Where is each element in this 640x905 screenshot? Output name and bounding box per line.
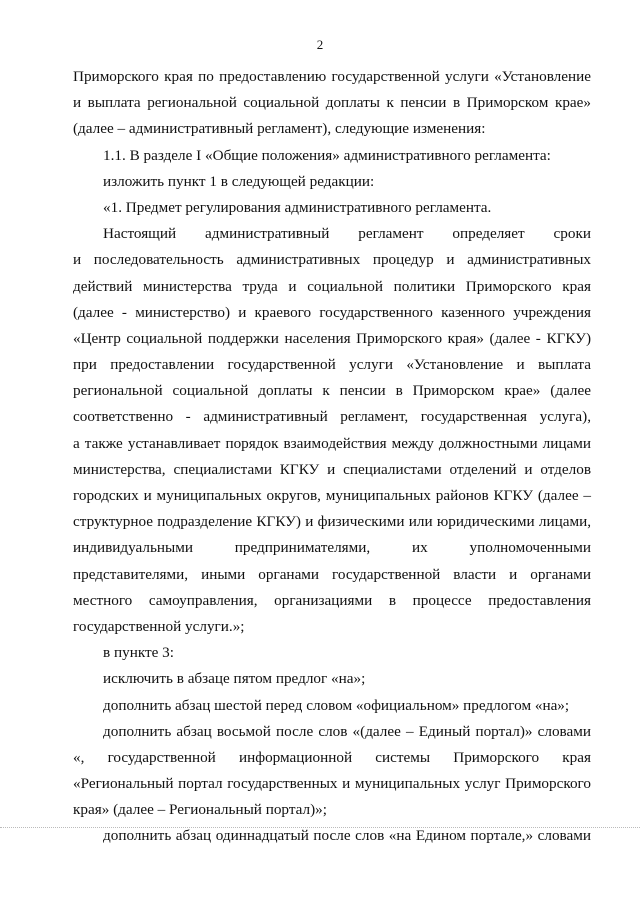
text-line: 1.1. В разделе I «Общие положения» административного регламента: bbox=[103, 146, 551, 164]
text-line: и выплата региональной социальной доплаты к пенсии в Приморском крае» bbox=[73, 94, 591, 112]
text-line: а также устанавливает порядок взаимодействия между должностными лицами bbox=[73, 434, 591, 452]
text-line: местного самоуправления, организациями в процессе предоставления bbox=[73, 591, 591, 609]
text-line: и последовательность административных процедур и административных bbox=[73, 251, 591, 269]
text-line: в пункте 3: bbox=[103, 644, 174, 662]
scan-fold-line bbox=[0, 827, 640, 828]
text-line: дополнить абзац восьмой после слов «(далее – Единый портал)» словами bbox=[103, 722, 591, 740]
document-body bbox=[73, 64, 591, 850]
text-line: «1. Предмет регулирования административного регламента. bbox=[103, 198, 492, 216]
text-line: (далее - министерство) и краевого государственного казенного учреждения bbox=[73, 303, 591, 321]
text-line: «Региональный портал государственных и муниципальных услуг Приморского bbox=[73, 775, 591, 793]
text-line: индивидуальными предпринимателями, их уполномоченными bbox=[73, 539, 591, 557]
text-line: (далее – административный регламент), следующие изменения: bbox=[73, 120, 486, 138]
text-line: региональной социальной доплаты к пенсии в Приморском крае» (далее bbox=[73, 382, 591, 400]
text-line: «Центр социальной поддержки населения Приморского края» (далее - КГКУ) bbox=[73, 329, 591, 347]
text-line: дополнить абзац шестой перед словом «официальном» предлогом «на»; bbox=[103, 696, 570, 714]
text-line: края» (далее – Региональный портал)»; bbox=[73, 801, 327, 819]
text-line: министерства, специалистами КГКУ и специалистами отделений и отделов bbox=[73, 460, 591, 478]
text-line: действий министерства труда и социальной политики Приморского края bbox=[73, 277, 591, 295]
text-line: представителями, иными органами государственной власти и органами bbox=[73, 565, 591, 583]
text-line: «, государственной информационной системы Приморского края bbox=[73, 748, 591, 766]
page-number: 2 bbox=[316, 37, 324, 52]
text-line: соответственно - административный регламент, государственная услуга), bbox=[73, 408, 591, 426]
text-line: Приморского края по предоставлению государственной услуги «Установление bbox=[73, 68, 591, 85]
text-line: Настоящий административный регламент определяет сроки bbox=[103, 225, 591, 243]
text-line: городских и муниципальных округов, муниципальных районов КГКУ (далее – bbox=[73, 487, 591, 504]
text-line: при предоставлении государственной услуги «Установление и выплата bbox=[73, 356, 591, 374]
text-line: государственной услуги.»; bbox=[73, 617, 245, 635]
text-line: исключить в абзаце пятом предлог «на»; bbox=[103, 670, 366, 688]
text-line: дополнить абзац одиннадцатый после слов «на Едином портале,» словами bbox=[103, 827, 591, 845]
text-line: изложить пункт 1 в следующей редакции: bbox=[103, 172, 375, 190]
text-line: структурное подразделение КГКУ) и физическими или юридическими лицами, bbox=[73, 513, 591, 531]
